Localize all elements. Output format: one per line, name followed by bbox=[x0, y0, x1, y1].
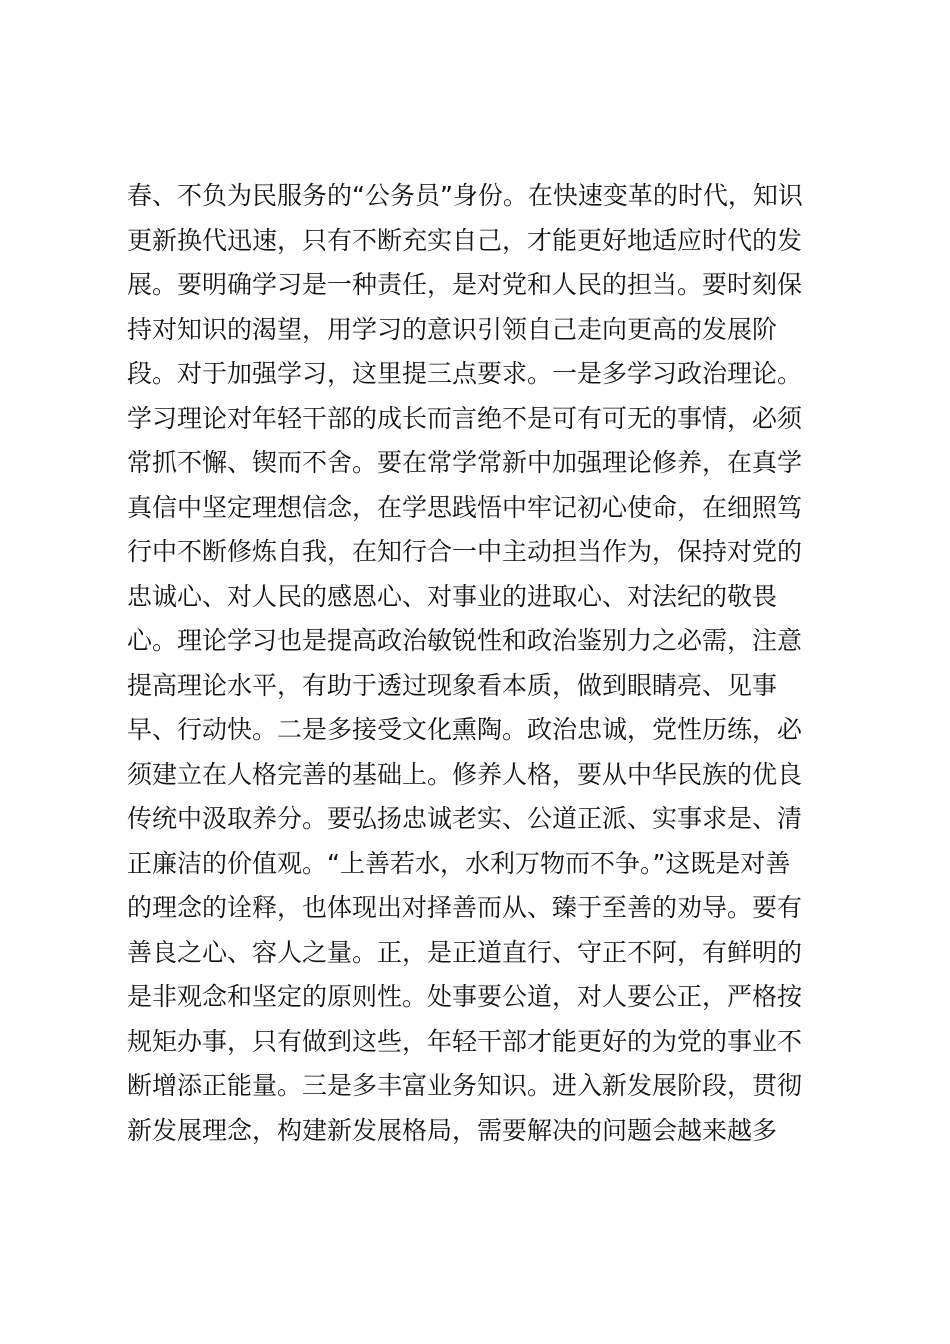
text-line: 心。理论学习也是提高政治敏锐性和政治鉴别力之必需，注意 bbox=[127, 626, 803, 655]
text-line: 的理念的诠释，也体现出对择善而从、臻于至善的劝导。要有 bbox=[127, 893, 803, 922]
text-line: 提高理论水平，有助于透过现象看本质，做到眼睛亮、见事 bbox=[127, 670, 778, 700]
text-line: 善良之心、容人之量。正，是正道直行、守正不阿，有鲜明的 bbox=[127, 937, 803, 967]
body-text bbox=[127, 174, 827, 1153]
text-line: 断增添正能量。三是多丰富业务知识。进入新发展阶段，贯彻 bbox=[127, 1071, 803, 1100]
text-line: 段。对于加强学习，这里提三点要求。一是多学习政治理论。 bbox=[127, 359, 803, 388]
text-line: 正廉洁的价值观。“上善若水，水利万物而不争。”这既是对善 bbox=[127, 848, 791, 878]
text-line: 传统中汲取养分。要弘扬忠诚老实、公道正派、实事求是、清 bbox=[127, 804, 803, 833]
text-line: 持对知识的渴望，用学习的意识引领自己走向更高的发展阶 bbox=[127, 314, 778, 344]
text-line: 常抓不懈、锲而不舍。要在常学常新中加强理论修养，在真学 bbox=[127, 448, 803, 477]
text-line: 行中不断修炼自我，在知行合一中主动担当作为，保持对党的 bbox=[127, 537, 803, 566]
text-line: 新发展理念，构建新发展格局，需要解决的问题会越来越多 bbox=[127, 1115, 778, 1145]
text-line: 更新换代迅速，只有不断充实自己，才能更好地适应时代的发 bbox=[127, 225, 803, 255]
text-line: 须建立在人格完善的基础上。修养人格，要从中华民族的优良 bbox=[127, 759, 803, 789]
text-line: 早、行动快。二是多接受文化熏陶。政治忠诚，党性历练，必 bbox=[127, 715, 803, 744]
text-line: 是非观念和坚定的原则性。处事要公道，对人要公正，严格按 bbox=[127, 982, 803, 1011]
text-line: 忠诚心、对人民的感恩心、对事业的进取心、对法纪的敬畏 bbox=[127, 581, 778, 611]
text-line: 真信中坚定理想信念，在学思践悟中牢记初心使命，在细照笃 bbox=[127, 492, 803, 522]
text-line: 学习理论对年轻干部的成长而言绝不是可有可无的事情，必须 bbox=[127, 403, 803, 433]
text-line: 展。要明确学习是一种责任，是对党和人民的担当。要时刻保 bbox=[127, 270, 803, 299]
text-line: 规矩办事，只有做到这些，年轻干部才能更好的为党的事业不 bbox=[127, 1026, 803, 1056]
text-line: 春、不负为民服务的“公务员”身份。在快速变革的时代，知识 bbox=[127, 181, 803, 210]
